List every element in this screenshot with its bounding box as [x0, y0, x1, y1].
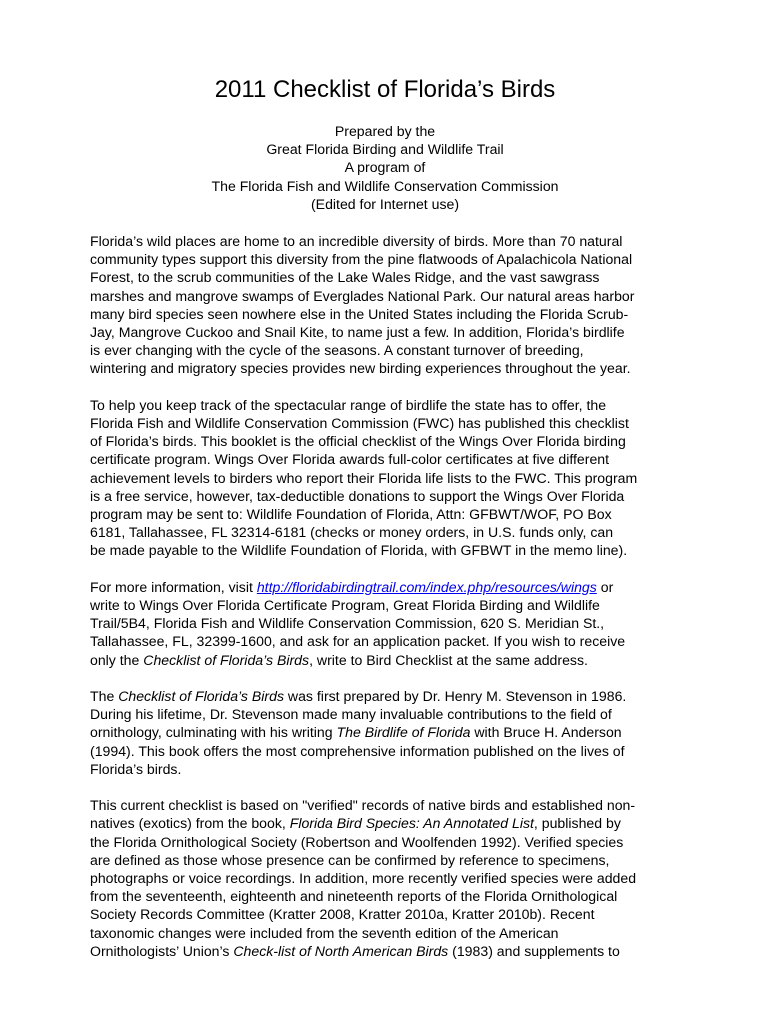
text-line: achievement levels to birders who report their Florida life lists to the FWC. This program	[90, 469, 638, 486]
text-line: 6181, Tallahassee, FL 32314-6181 (checks or money orders, in U.S. funds only, can	[90, 524, 614, 541]
text-line: Tallahassee, FL, 32399-1600, and ask for an application packet. If you wish to receive	[90, 633, 626, 650]
text-line	[90, 814, 680, 832]
text-line: Florida’s birds.	[90, 760, 182, 777]
book-title: Check-list of North American Birds	[233, 942, 449, 959]
text-line	[90, 723, 680, 741]
preparer-block	[90, 122, 680, 213]
text-line: wintering and migratory species provides new birding experiences throughout the year.	[90, 360, 631, 377]
text-line: marshes and mangrove swamps of Everglades National Park. Our natural areas harbor	[90, 287, 635, 304]
text-line: Society Records Committee (Kratter 2008, Kratter 2010a, Kratter 2010b). Recent	[90, 906, 595, 923]
text-line: To help you keep track of the spectacular range of birdlife the state has to offer, the	[90, 396, 607, 413]
book-title: The Birdlife of Florida	[336, 724, 471, 741]
preparer-line: Prepared by the	[334, 123, 436, 139]
text-line: Forest, to the scrub communities of the Lake Wales Ridge, and the vast sawgrass	[90, 269, 600, 286]
text-line: During his lifetime, Dr. Stevenson made many invaluable contributions to the field of	[90, 706, 612, 723]
text-line	[90, 578, 680, 596]
text-line: Trail/5B4, Florida Fish and Wildlife Conservation Commission, 620 S. Meridian St.,	[90, 615, 605, 632]
text-line: This current checklist is based on "verified" records of native birds and established non-	[90, 797, 636, 814]
preparer-line: The Florida Fish and Wildlife Conservation Commission	[211, 177, 559, 194]
text-line: program may be sent to: Wildlife Foundation of Florida, Attn: GFBWT/WOF, PO Box	[90, 506, 612, 523]
book-title: Checklist of Florida’s Birds	[118, 688, 284, 705]
text-line: Florida Fish and Wildlife Conservation Commission (FWC) has published this checklist	[90, 415, 629, 432]
text-line: write to Wings Over Florida Certificate Program, Great Florida Birding and Wildlife	[90, 597, 600, 614]
text-segment: , write to Bird Checklist at the same address.	[309, 651, 588, 668]
document-body	[90, 232, 680, 978]
text-segment: , published by	[533, 815, 621, 832]
text-line: community types support this diversity from the pine flatwoods of Apalachicola National	[90, 251, 633, 268]
text-segment: was first prepared by Dr. Henry M. Stevenson in 1986.	[284, 688, 627, 705]
paragraph-intro	[90, 232, 680, 378]
text-line: (1994). This book offers the most comprehensive information published on the lives of	[90, 742, 625, 759]
text-segment: or	[596, 578, 614, 595]
text-segment: natives (exotics) from the book,	[90, 815, 290, 832]
text-line	[90, 651, 680, 669]
book-title: Florida Bird Species: An Annotated List	[289, 815, 534, 832]
text-line: is a free service, however, tax-deductible donations to support the Wings Over Florida	[90, 487, 625, 504]
text-line	[90, 942, 680, 960]
text-line: many bird species seen nowhere else in the United States including the Florida Scrub-	[90, 305, 629, 322]
text-line: Jay, Mangrove Cuckoo and Snail Kite, to name just a few. In addition, Florida’s birdlife	[90, 324, 625, 341]
text-segment: (1983) and supplements to	[448, 942, 620, 959]
preparer-line: Great Florida Birding and Wildlife Trail	[266, 141, 504, 158]
text-segment: only the	[90, 651, 144, 668]
text-segment: ornithology, culminating with his writing	[90, 724, 337, 741]
text-segment: with Bruce H. Anderson	[470, 724, 622, 741]
document-title: 2011 Checklist of Florida’s Birds	[214, 76, 556, 103]
paragraph-more-info	[90, 578, 680, 669]
text-line: taxonomic changes were included from the seventh edition of the American	[90, 924, 559, 941]
text-line: from the seventeenth, eighteenth and nineteenth reports of the Florida Ornithological	[90, 888, 618, 905]
preparer-line: (Edited for Internet use)	[310, 195, 460, 212]
paragraph-history	[90, 687, 680, 778]
text-line: of Florida’s birds. This booklet is the official checklist of the Wings Over Florida birding	[90, 433, 626, 450]
text-line: certificate program. Wings Over Florida awards full-color certificates at five different	[90, 451, 610, 468]
wings-program-link[interactable]: http://floridabirdingtrail.com/index.php/resources/wings	[256, 578, 597, 595]
text-line	[90, 687, 680, 705]
paragraph-program	[90, 396, 680, 560]
preparer-line: A program of	[344, 159, 426, 176]
text-segment: The	[90, 688, 119, 705]
text-line: is ever changing with the cycle of the seasons. A constant turnover of breeding,	[90, 342, 584, 359]
book-title: Checklist of Florida’s Birds	[143, 651, 310, 668]
text-line: Florida’s wild places are home to an incredible diversity of birds. More than 70 natural	[90, 233, 623, 249]
text-segment: For more information, visit	[90, 578, 257, 595]
paragraph-basis	[90, 796, 680, 960]
text-line: photographs or voice recordings. In addition, more recently verified species were added	[90, 870, 637, 887]
text-segment: Ornithologists’ Union’s	[90, 942, 234, 959]
text-line: the Florida Ornithological Society (Robertson and Woolfenden 1992). Verified species	[90, 833, 624, 850]
text-line: are defined as those whose presence can be confirmed by reference to specimens,	[90, 851, 610, 868]
text-line: be made payable to the Wildlife Foundation of Florida, with GFBWT in the memo line).	[90, 542, 628, 559]
